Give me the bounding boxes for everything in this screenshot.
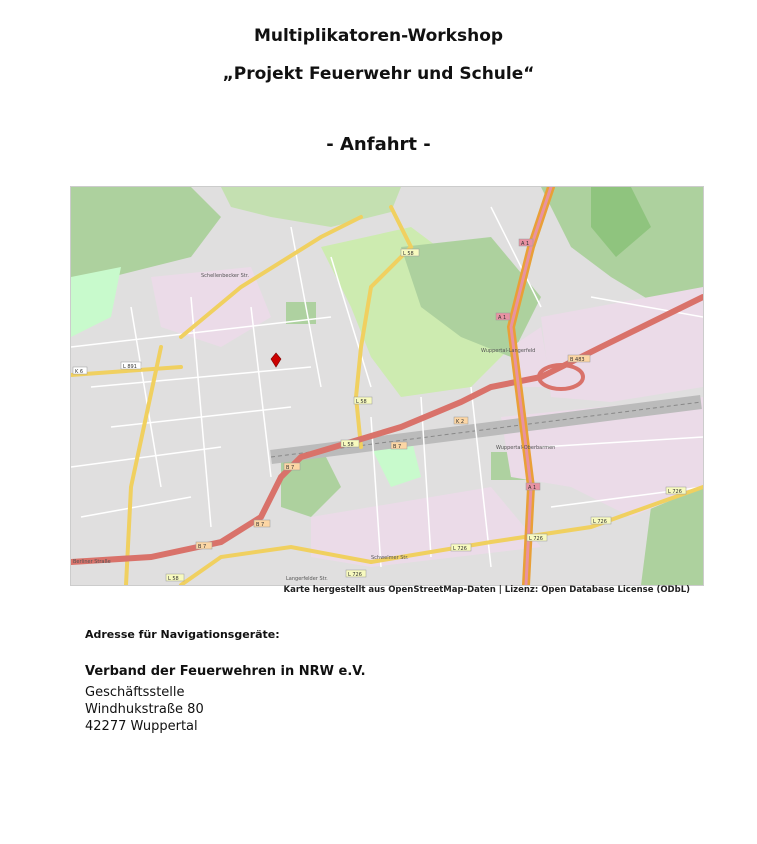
address-line-2: Windhukstraße 80 [85,702,204,717]
svg-text:L 726: L 726 [668,489,682,495]
svg-text:L 58: L 58 [356,399,367,405]
svg-text:B 7: B 7 [286,465,295,471]
svg-text:L 58: L 58 [403,251,414,257]
svg-text:B 7: B 7 [256,522,265,528]
title-line-2: „Projekt Feuerwehr und Schule“ [222,64,535,84]
svg-text:A 1: A 1 [521,241,530,247]
organization-name: Verband der Feuerwehren in NRW e.V. [85,664,366,679]
nav-address-label: Adresse für Navigationsgeräte: [85,628,280,641]
svg-text:L 58: L 58 [168,576,179,582]
svg-text:K 2: K 2 [456,419,465,425]
svg-text:L 726: L 726 [453,546,467,552]
svg-text:Schellenbecker Str.: Schellenbecker Str. [201,273,249,279]
address-line-3: 42277 Wuppertal [85,719,198,734]
svg-text:Langerfelder Str.: Langerfelder Str. [286,576,328,582]
svg-text:L 726: L 726 [529,536,543,542]
section-heading: - Anfahrt - [326,134,431,155]
svg-text:L 726: L 726 [593,519,607,525]
svg-text:K 6: K 6 [75,369,84,375]
svg-text:Berliner Straße: Berliner Straße [73,559,111,565]
svg-text:Wuppertal-Langerfeld: Wuppertal-Langerfeld [481,348,536,354]
svg-text:Schwelmer Str.: Schwelmer Str. [371,555,409,561]
svg-text:B 7: B 7 [393,444,402,450]
svg-text:B 7: B 7 [198,544,207,550]
svg-text:A 1: A 1 [498,315,507,321]
svg-text:L 58: L 58 [343,442,354,448]
street-map [70,186,704,586]
map-credit: Karte hergestellt aus OpenStreetMap-Daten | Lizenz: Open Database License (ODbL) [283,585,690,595]
svg-text:L 891: L 891 [123,364,137,370]
svg-text:B 483: B 483 [570,357,585,363]
address-line-1: Geschäftsstelle [85,685,185,700]
svg-text:L 726: L 726 [348,572,362,578]
svg-text:Wuppertal-Oberbarmen: Wuppertal-Oberbarmen [496,445,556,451]
title-line-1: Multiplikatoren-Workshop [253,26,504,46]
svg-text:A 1: A 1 [528,485,537,491]
